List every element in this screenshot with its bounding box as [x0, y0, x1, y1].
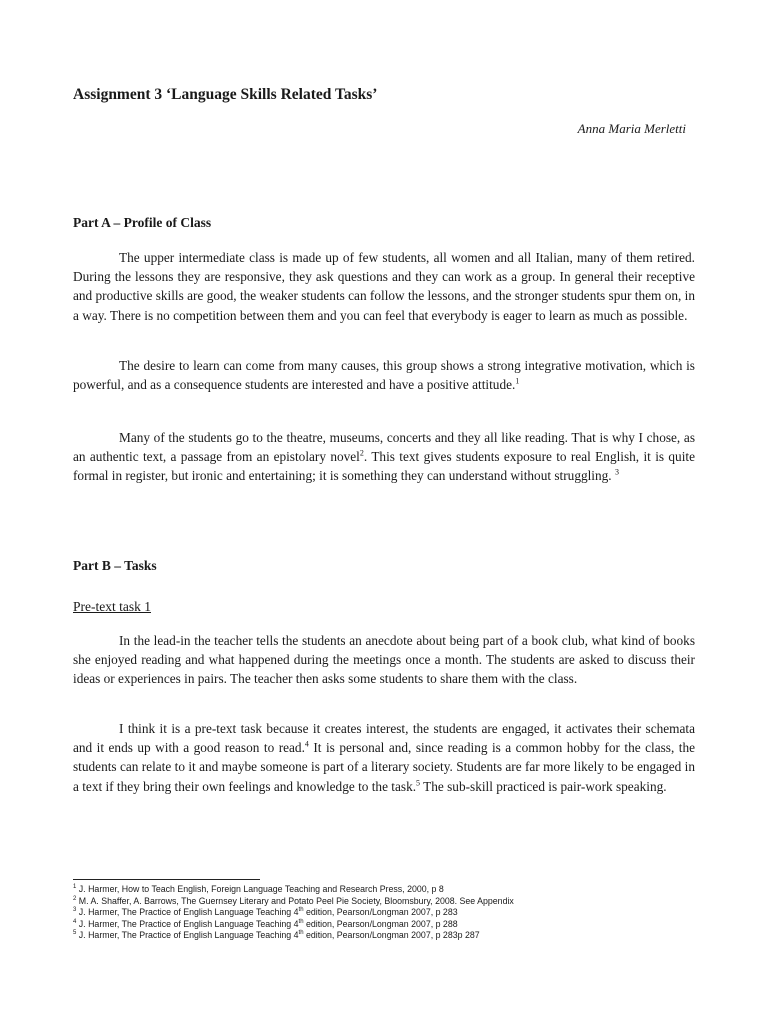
- part-b-paragraph-2: [73, 719, 695, 796]
- paragraph-text: [73, 428, 695, 486]
- footnote-text: J. Harmer, How to Teach English, Foreign Language Teaching and Research Press, 2000, p 8: [76, 884, 444, 894]
- part-b-paragraph-1: [73, 631, 695, 689]
- footnote-text: edition, Pearson/Longman 2007, p 283: [303, 907, 458, 918]
- footnote-ordinal: th: [298, 930, 304, 937]
- paragraph-text: [73, 631, 695, 689]
- footnote-separator: [73, 879, 260, 880]
- footnote-text: M. A. Shaffer, A. Barrows, The Guernsey Literary and Potato Peel Pie Society, Bloomsbury, 2008. See Appendix: [76, 895, 514, 906]
- footnote-ordinal: th: [298, 907, 304, 914]
- footnotes: [73, 884, 693, 942]
- footnote-number: 2: [73, 895, 77, 902]
- footnote-item: [73, 919, 693, 931]
- part-a-heading: Part A – Profile of Class: [73, 215, 212, 230]
- part-b-heading: Part B – Tasks: [73, 558, 157, 573]
- footnote-number: 1: [73, 884, 77, 891]
- footnote-reference[interactable]: 5: [416, 778, 421, 788]
- paragraph-text: [73, 356, 695, 394]
- paragraph-text-segment: In the lead-in the teacher tells the students an anecdote about being part of a book club, what kind of books she enjoyed reading and what happened during the meetings once a month. The students are asked to discuss their ideas or experiences in pairs. The teacher then asks some students to share them with the class.: [73, 633, 695, 687]
- footnote-item: [73, 907, 693, 919]
- paragraph-text-segment: I think it is a pre-text task because it creates interest, the students are engaged, it activates their schemata and it ends up with a good reason to read.: [73, 721, 695, 756]
- footnote-number: 5: [73, 930, 77, 937]
- footnote-text: edition, Pearson/Longman 2007, p 283p 287: [303, 930, 480, 941]
- paragraph-text: [73, 248, 695, 325]
- footnote-number: 4: [73, 918, 77, 925]
- paragraph-text-segment: The desire to learn can come from many causes, this group shows a strong integrative motivation, which is powerful, and as a consequence students are interested and have a positive attitude.: [73, 358, 695, 393]
- paragraph-text-segment: Many of the students go to the theatre, museums, concerts and they all like reading. That is why I chose, as an authentic text, a passage from an epistolary novel: [73, 430, 695, 465]
- footnote-reference[interactable]: 3: [614, 467, 619, 477]
- part-a-paragraph-3: [73, 428, 695, 486]
- footnote-item: [73, 884, 693, 896]
- footnote-reference[interactable]: 2: [359, 448, 364, 458]
- pre-text-task-subheading: Pre-text task 1: [73, 599, 151, 614]
- footnote-text: J. Harmer, The Practice of English Language Teaching 4: [76, 907, 299, 918]
- footnote-text: J. Harmer, The Practice of English Language Teaching 4: [76, 930, 299, 941]
- footnote-text: J. Harmer, The Practice of English Language Teaching 4: [76, 918, 299, 929]
- footnote-item: [73, 896, 693, 908]
- footnote-reference[interactable]: 4: [304, 739, 309, 749]
- footnote-text: edition, Pearson/Longman 2007, p 288: [303, 918, 458, 929]
- paragraph-text-segment: It is personal and, since reading is a common hobby for the class, the students can relate to it and maybe someone is part of a literary society. Students are far more likely to be engaged in a text if they bring their own feelings and knowledge to the task.: [73, 740, 695, 794]
- document-title: Assignment 3 ‘Language Skills Related Tasks’: [73, 86, 378, 103]
- footnote-number: 3: [73, 907, 77, 914]
- part-a-paragraph-1: [73, 248, 695, 325]
- paragraph-text-segment: The upper intermediate class is made up of few students, all women and all Italian, many of them retired. During the lessons they are responsive, they ask questions and they can work as a group. In general their receptive and productive skills are good, the weaker students can follow the lessons, and the stronger students spur them on, in a way. There is no competition between them and you can feel that everybody is eager to learn as much as possible.: [73, 250, 695, 323]
- footnote-item: [73, 930, 693, 942]
- footnote-ordinal: th: [298, 918, 304, 925]
- footnote-reference[interactable]: 1: [515, 376, 520, 386]
- author-name: Anna Maria Merletti: [577, 121, 686, 136]
- paragraph-text: [73, 719, 695, 796]
- part-a-paragraph-2: [73, 356, 695, 394]
- paragraph-text-segment: The sub-skill practiced is pair-work speaking.: [420, 778, 667, 794]
- paragraph-text-segment: . This text gives students exposure to real English, it is quite formal in register, but ironic and entertaining; it is something they can understand without struggling.: [73, 449, 695, 484]
